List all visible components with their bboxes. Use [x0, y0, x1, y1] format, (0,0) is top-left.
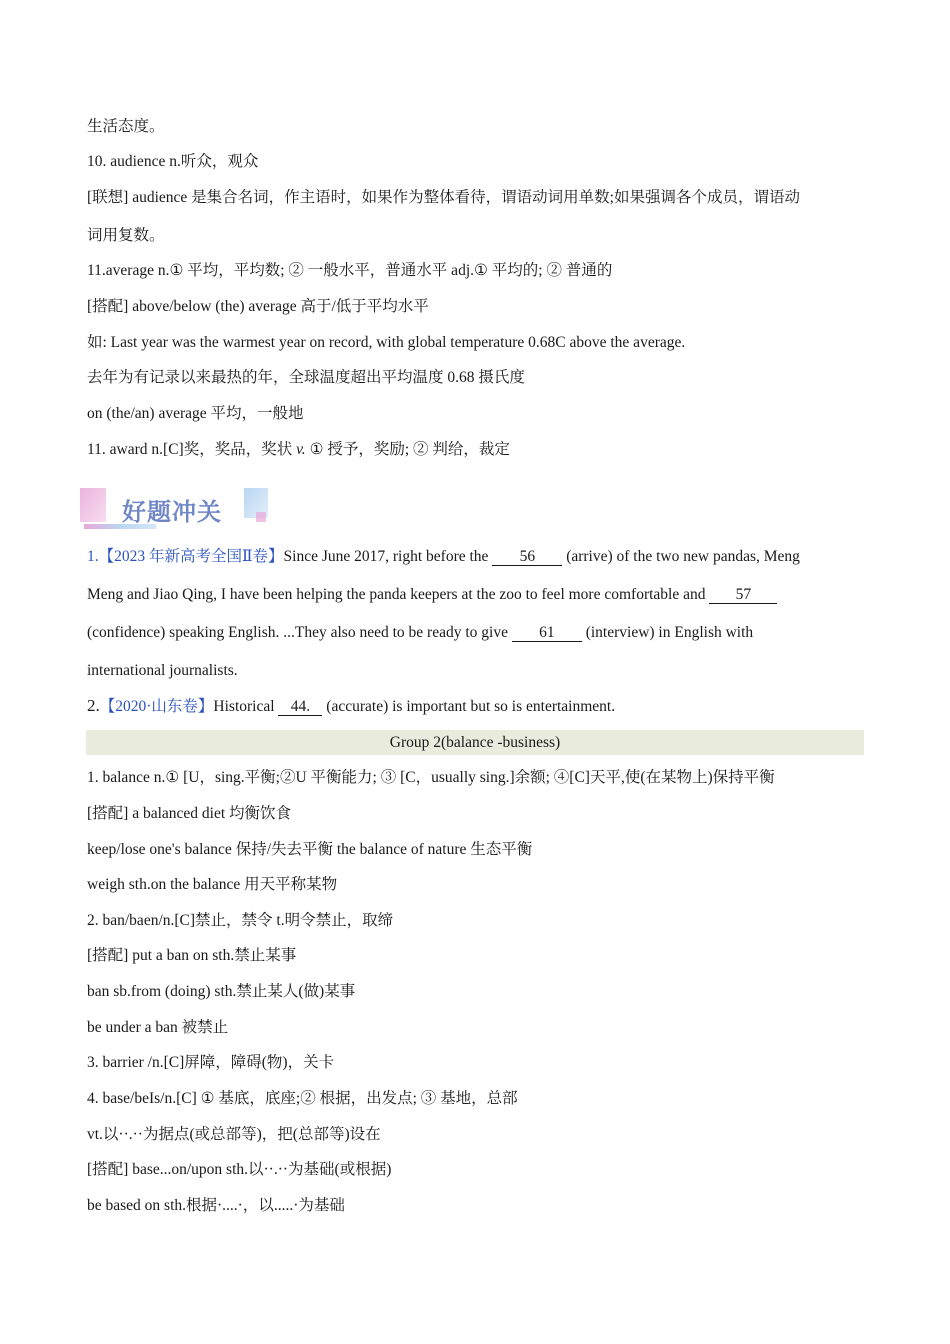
- vocab-line: 4. base/beIs/n.[C] ① 基底，底座;② 根据，出发点; ③ 基地，总部: [87, 1090, 518, 1107]
- question-2-line: [87, 696, 615, 717]
- question-1-line-3: [87, 623, 753, 643]
- vocab-line: 3. barrier /n.[C]屏障，障碍(物)，关卡: [87, 1054, 335, 1071]
- question-source: 【2020·山东卷】: [99, 698, 214, 715]
- question-text: (accurate) is important but so is entertainment.: [322, 698, 616, 715]
- text-line: 如: Last year was the warmest year on record, with global temperature 0.68C above the average.: [87, 334, 686, 351]
- vocab-line: vt.以··.··为据点(或总部等)，把(总部等)设在: [87, 1126, 381, 1143]
- group-heading: Group 2(balance -business): [86, 730, 864, 755]
- text-line: [87, 440, 510, 460]
- question-text: Historical: [213, 698, 279, 715]
- answer-blank[interactable]: 61: [512, 624, 582, 642]
- vocab-line: 1. balance n.① [U，sing.平衡;②U 平衡能力; ③ [C，usually sing.]余额; ④[C]天平,使(在某物上)保持平衡: [87, 769, 775, 786]
- text-line: [联想] audience 是集合名词，作主语时，如果作为整体看待，谓语动词用单数;如果强调各个成员，谓语动: [87, 189, 800, 206]
- question-1-line-1: [87, 547, 800, 567]
- text-part: ① 授予，奖励; ② 判给，裁定: [305, 441, 510, 458]
- question-1-line-2: [87, 585, 777, 605]
- text-line: 词用复数。: [87, 227, 165, 244]
- text-line: on (the/an) average 平均，一般地: [87, 405, 304, 422]
- question-text: (interview) in English with: [581, 624, 754, 641]
- pos-verb: v.: [296, 441, 306, 458]
- vocab-line: 2. ban/baen/n.[C]禁止，禁令 t.明令禁止，取缔: [87, 912, 394, 929]
- question-text: Since June 2017, right before the: [283, 548, 493, 565]
- vocab-line: be under a ban 被禁止: [87, 1019, 229, 1036]
- question-text: (arrive) of the two new pandas, Meng: [562, 548, 800, 565]
- vocab-line: keep/lose one's balance 保持/失去平衡 the balance of nature 生态平衡: [87, 841, 533, 858]
- vocab-line: [搭配] put a ban on sth.禁止某事: [87, 947, 297, 964]
- vocab-line: weigh sth.on the balance 用天平称某物: [87, 876, 338, 893]
- text-part: 11. award n.[C]奖，奖品，奖状: [87, 441, 297, 458]
- vocab-line: be based on sth.根据·....·，以.....·为基础: [87, 1197, 345, 1214]
- text-line: 生活态度。: [87, 118, 165, 135]
- question-number: 1.: [87, 548, 99, 565]
- question-text: (confidence) speaking English. ...They also need to be ready to give: [87, 624, 512, 641]
- text-line: 11.average n.① 平均，平均数; ② 一般水平，普通水平 adj.① 平均的; ② 普通的: [87, 262, 613, 279]
- text-line: 10. audience n.听众，观众: [87, 153, 259, 170]
- answer-blank[interactable]: 56: [492, 548, 562, 566]
- question-number: 2.: [87, 696, 100, 715]
- text-line: [搭配] above/below (the) average 高于/低于平均水平: [87, 298, 429, 315]
- answer-blank[interactable]: 44.: [278, 698, 322, 716]
- question-text: Meng and Jiao Qing, I have been helping the panda keepers at the zoo to feel more comfortable and: [87, 586, 710, 603]
- answer-blank[interactable]: 57: [709, 586, 777, 604]
- vocab-line: ban sb.from (doing) sth.禁止某人(做)某事: [87, 983, 356, 1000]
- question-source: 【2023 年新高考全国Ⅱ卷】: [98, 548, 284, 565]
- vocab-line: [搭配] a balanced diet 均衡饮食: [87, 805, 292, 822]
- text-line: 去年为有记录以来最热的年，全球温度超出平均温度 0.68 摄氏度: [87, 369, 525, 386]
- vocab-line: [搭配] base...on/upon sth.以··.··为基础(或根据): [87, 1161, 392, 1178]
- question-1-line-4: international journalists.: [87, 662, 238, 679]
- section-banner: [80, 486, 272, 532]
- banner-title: 好题冲关: [122, 498, 222, 526]
